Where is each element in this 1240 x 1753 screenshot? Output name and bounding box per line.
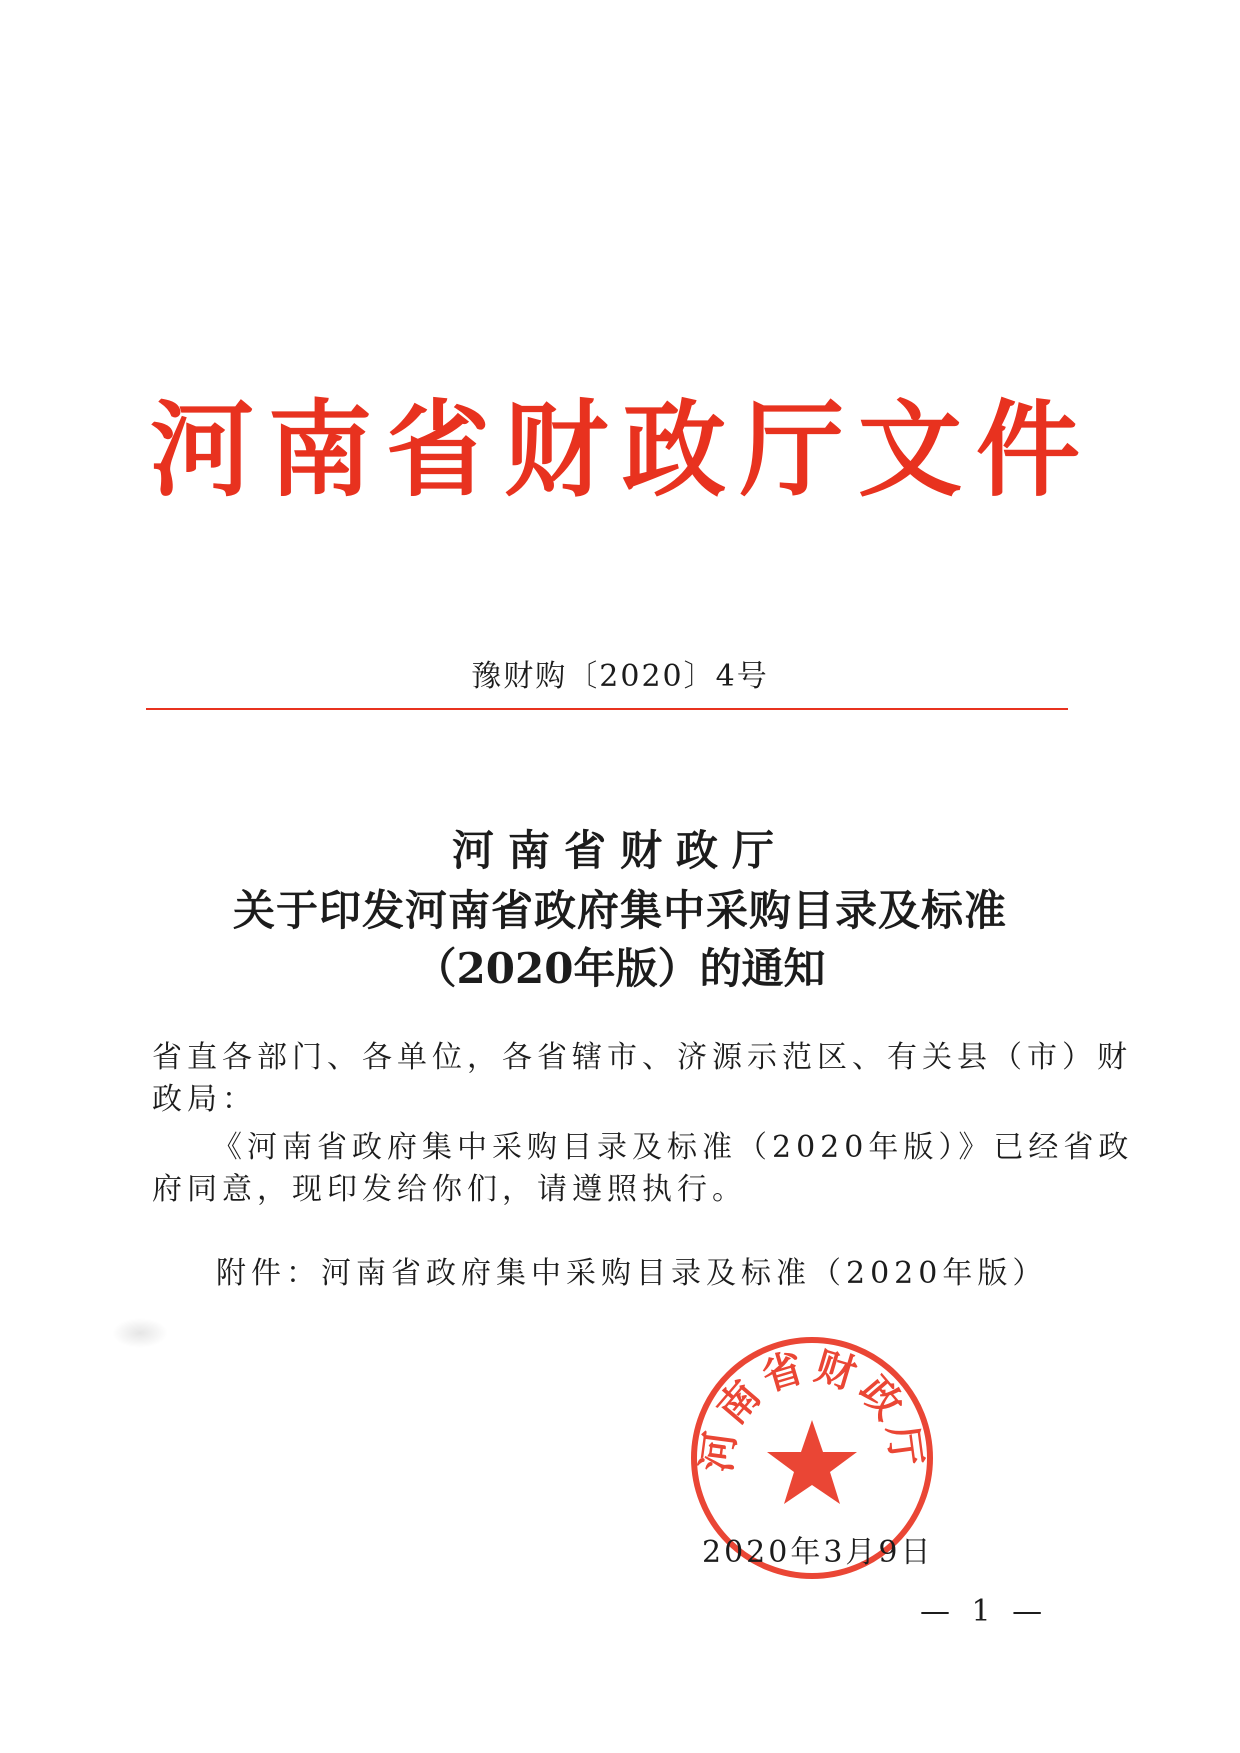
recipients-line-1: 省直各部门、各单位，各省辖市、济源示范区、有关县（市）财 — [152, 1040, 1132, 1075]
title-line-1: 河南省财政厅 — [451, 826, 788, 875]
page-number: — 1 — — [920, 1594, 1049, 1629]
seal-text: 河南省财政厅 — [693, 1343, 931, 1475]
content-line-2: 府同意，现印发给你们，请遵照执行。 — [152, 1172, 747, 1207]
red-divider-line — [146, 708, 1068, 710]
document-number: 豫财购〔2020〕4号 — [471, 659, 769, 694]
agency-header-title: 河南省财政厅文件 — [150, 389, 1095, 511]
issue-date: 2020年3月9日 — [702, 1535, 934, 1570]
content-line-1: 《河南省政府集中采购目录及标准（2020年版）》已经省政 — [212, 1130, 1134, 1165]
attachment-line: 附件：河南省政府集中采购目录及标准（2020年版） — [216, 1256, 1048, 1291]
scan-smudge — [112, 1318, 168, 1348]
star-icon — [767, 1420, 857, 1504]
recipients-line-2: 政局： — [152, 1082, 257, 1117]
title-line-3: （2020年版）的通知 — [414, 944, 826, 993]
title-line-2: 关于印发河南省政府集中采购目录及标准 — [232, 886, 1007, 935]
